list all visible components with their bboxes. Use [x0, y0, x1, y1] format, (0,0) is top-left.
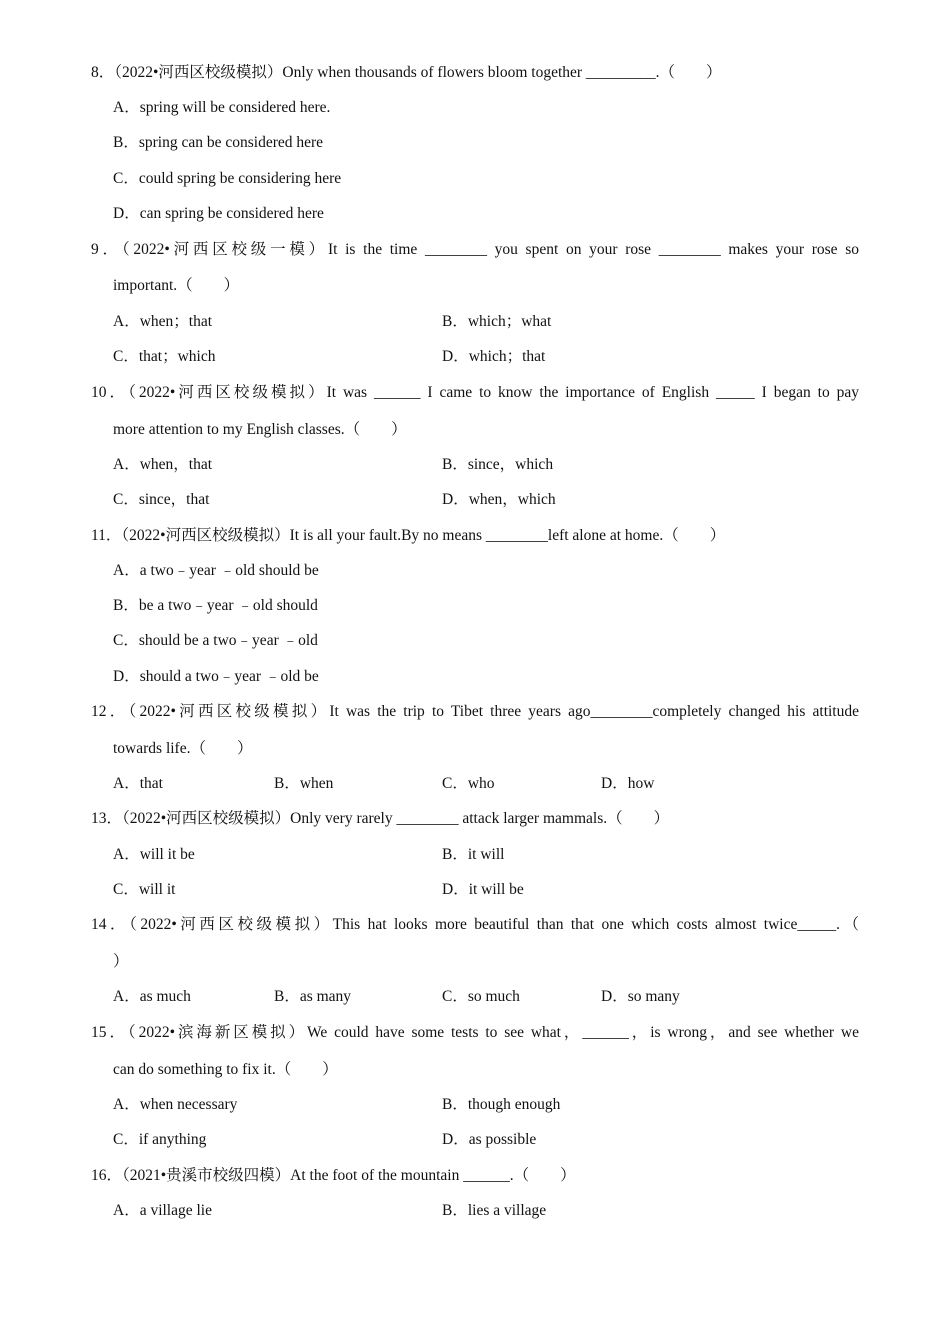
- question-16-option-a: A．a village lie: [113, 1202, 212, 1219]
- question-12-option-c: C．who: [442, 775, 495, 792]
- question-13-stem: 13．（2022•河西区校级模拟）Only very rarely ________ attack larger mammals.（ ）: [91, 810, 670, 827]
- question-9-stem-continued: important.（ ）: [113, 277, 240, 294]
- question-12-stem: 12．（2022•河西区校级模拟）It was the trip to Tibet three years ago________completely changed his attitude: [91, 703, 859, 720]
- question-14-option-a: A．as much: [113, 988, 191, 1005]
- question-13-option-a: A．will it be: [113, 846, 195, 863]
- question-9-option-a: A．when；that: [113, 313, 213, 330]
- question-8-option-b: B．spring can be considered here: [113, 134, 324, 151]
- question-11-stem: 11．（2022•河西区校级模拟）It is all your fault.By no means ________left alone at home.（ ）: [91, 527, 726, 544]
- question-10-stem-continued: more attention to my English classes.（ ）: [113, 421, 407, 438]
- question-8-option-a: A．spring will be considered here.: [113, 99, 331, 116]
- question-15-stem-continued: can do something to fix it.（ ）: [113, 1061, 338, 1078]
- question-15-option-c: C．if anything: [113, 1131, 207, 1148]
- question-15-option-d: D．as possible: [442, 1131, 537, 1148]
- question-10-stem: 10．（2022•河西区校级模拟）It was ______ I came to know the importance of English _____ I began to pay: [91, 384, 859, 401]
- question-14-option-b: B．as many: [274, 988, 352, 1005]
- question-14-stem: 14．（2022•河西区校级模拟）This hat looks more beautiful than that one which costs almost twice_____.（: [91, 916, 859, 933]
- question-10-option-a: A．when，that: [113, 456, 213, 473]
- question-8-option-d: D．can spring be considered here: [113, 205, 324, 222]
- question-16-stem: 16．（2021•贵溪市校级四模）At the foot of the mountain ______.（ ）: [91, 1167, 576, 1184]
- question-8-stem: 8．（2022•河西区校级模拟）Only when thousands of flowers bloom together _________.（ ）: [91, 64, 722, 81]
- question-15-stem: 15．（2022•滨海新区模拟）We could have some tests to see what，______，is wrong，and see whether we: [91, 1024, 859, 1041]
- question-14-option-d: D．so many: [601, 988, 680, 1005]
- question-13-option-c: C．will it: [113, 881, 176, 898]
- question-9-option-c: C．that；which: [113, 348, 216, 365]
- question-16-option-b: B．lies a village: [442, 1202, 547, 1219]
- question-9-stem: 9．（2022•河西区校级一模）It is the time ________ you spent on your rose ________ makes your rose so: [91, 241, 859, 258]
- question-11-option-b: B．be a two﹣year ﹣old should: [113, 597, 318, 614]
- question-15-option-b: B．though enough: [442, 1096, 561, 1113]
- question-13-option-d: D．it will be: [442, 881, 524, 898]
- question-11-option-d: D．should a two﹣year ﹣old be: [113, 668, 319, 685]
- question-12-option-a: A．that: [113, 775, 163, 792]
- question-10-option-b: B．since，which: [442, 456, 554, 473]
- question-14-option-c: C．so much: [442, 988, 520, 1005]
- question-8-option-c: C．could spring be considering here: [113, 170, 342, 187]
- question-9-option-b: B．which；what: [442, 313, 552, 330]
- question-13-option-b: B．it will: [442, 846, 505, 863]
- question-10-option-d: D．when，which: [442, 491, 556, 508]
- question-12-option-d: D．how: [601, 775, 655, 792]
- question-15-option-a: A．when necessary: [113, 1096, 238, 1113]
- question-12-option-b: B．when: [274, 775, 334, 792]
- question-10-option-c: C．since，that: [113, 491, 210, 508]
- question-11-option-a: A．a two﹣year ﹣old should be: [113, 562, 319, 579]
- question-14-stem-continued: ）: [113, 953, 129, 970]
- question-11-option-c: C．should be a two﹣year ﹣old: [113, 632, 318, 649]
- question-9-option-d: D．which；that: [442, 348, 546, 365]
- question-12-stem-continued: towards life.（ ）: [113, 740, 253, 757]
